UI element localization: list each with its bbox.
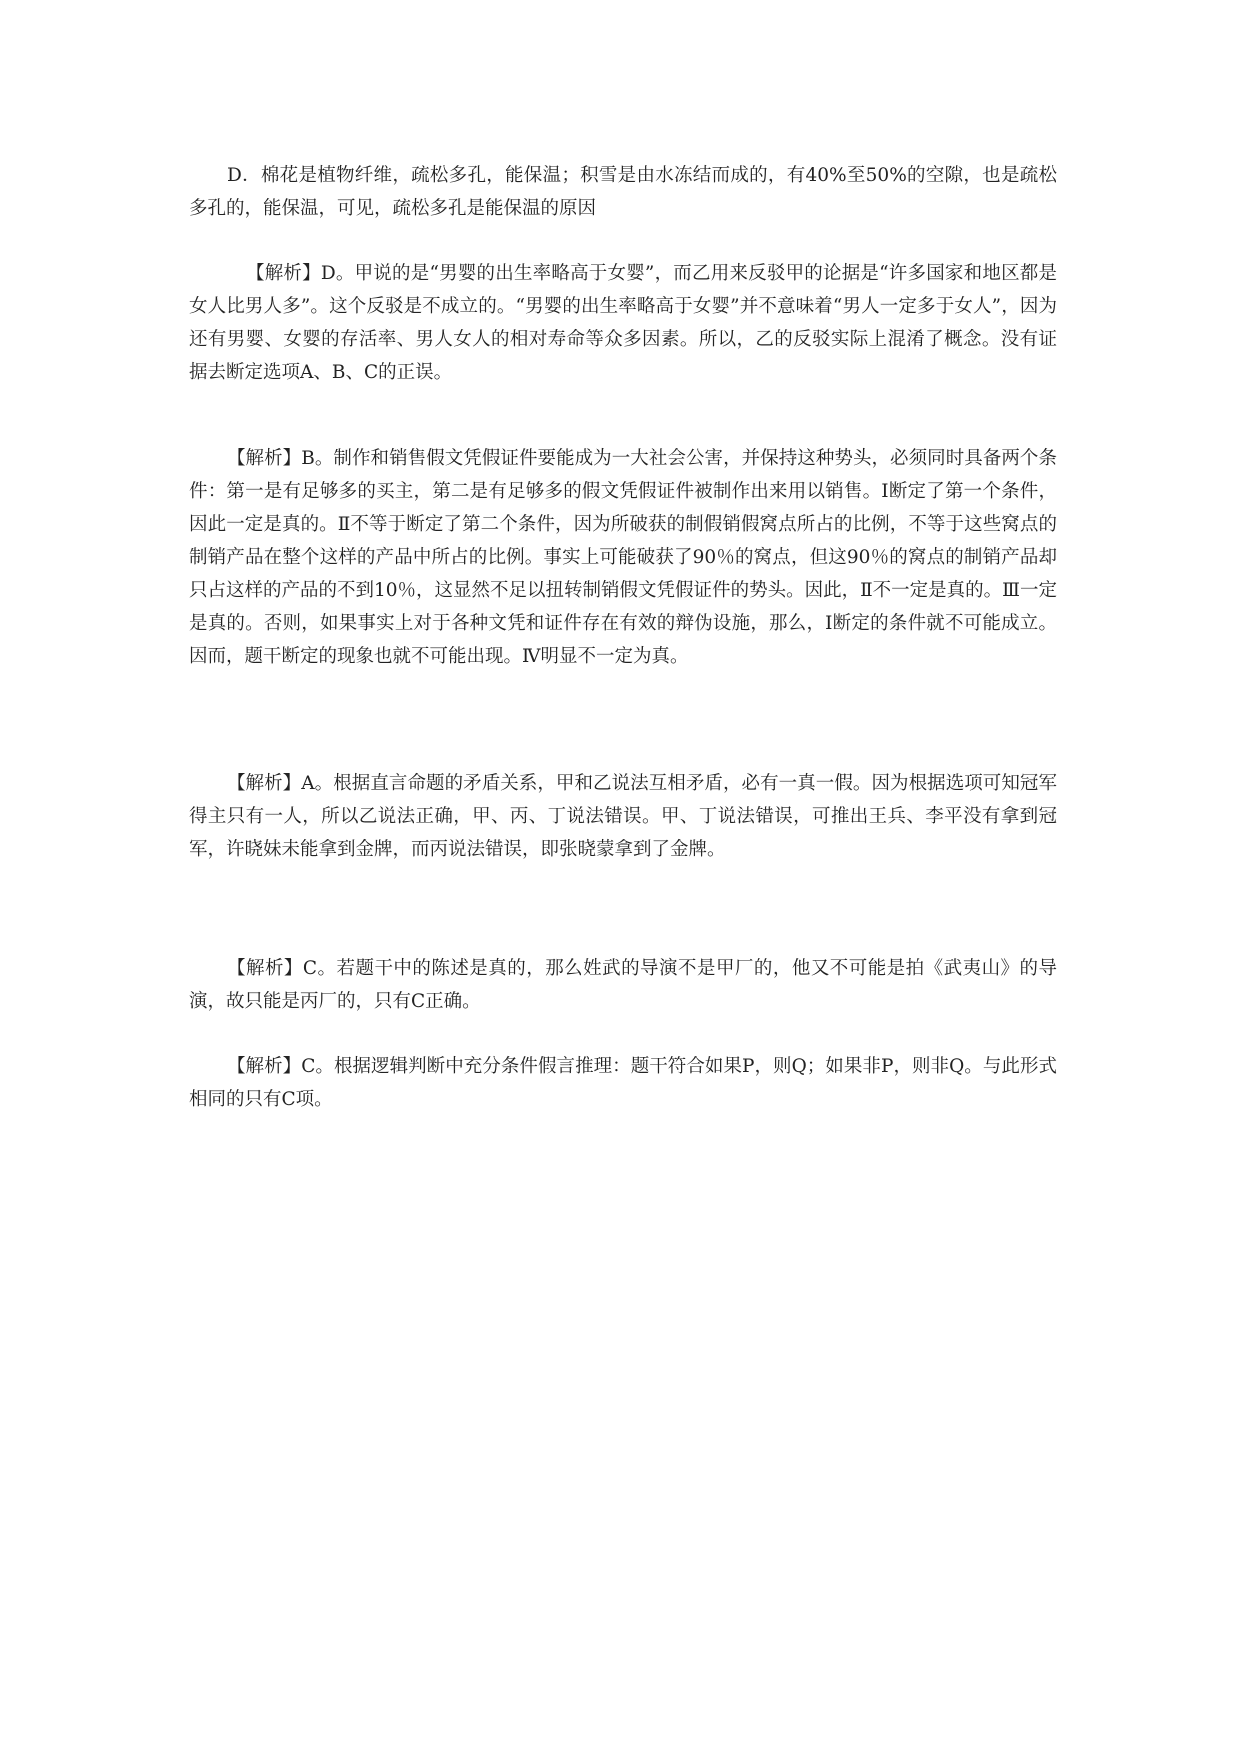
analysis-paragraph-2: 【解析】B。制作和销售假文凭假证件要能成为一大社会公害，并保持这种势头，必须同时具备两个条件：第一是有足够多的买主，第二是有足够多的假文凭假证件被制作出来用以销售。Ⅰ断定了第一个条件，因此一定是真的。Ⅱ不等于断定了第二个条件，因为所破获的制假销假窝点所占的比例，不等于这些窝点的制销产品在整个这样的产品中所占的比例。事实上可能破获了90％的窝点，但这90％的窝点的制销产品却只占这样的产品的不到10％，这显然不足以扭转制销假文凭假证件的势头。因此，Ⅱ不一定是真的。Ⅲ一定是真的。否则，如果事实上对于各种文凭和证件存在有效的辩伪设施，那么，Ⅰ断定的条件就不可能成立。因而，题干断定的现象也就不可能出现。Ⅳ明显不一定为真。: [189, 448, 1057, 667]
analysis-paragraph-1: 【解析】D。甲说的是“男婴的出生率略高于女婴”，而乙用来反驳甲的论据是“许多国家和地区都是女人比男人多”。这个反驳是不成立的。“男婴的出生率略高于女婴”并不意味着“男人一定多于女人”，因为还有男婴、女婴的存活率、男人女人的相对寿命等众多因素。所以，乙的反驳实际上混淆了概念。没有证据去断定选项A、B、C的正误。: [189, 263, 1057, 383]
analysis-paragraph-3: 【解析】A。根据直言命题的矛盾关系，甲和乙说法互相矛盾，必有一真一假。因为根据选项可知冠军得主只有一人，所以乙说法正确，甲、丙、丁说法错误。甲、丁说法错误，可推出王兵、李平没有拿到冠军，许晓妹未能拿到金牌，而丙说法错误，即张晓蒙拿到了金牌。: [189, 773, 1057, 860]
analysis-paragraph-5: 【解析】C。根据逻辑判断中充分条件假言推理：题干符合如果P，则Q；如果非P，则非Q。与此形式相同的只有C项。: [189, 1056, 1057, 1110]
analysis-paragraph-4: 【解析】C。若题干中的陈述是真的，那么姓武的导演不是甲厂的，他又不可能是拍《武夷山》的导演，故只能是丙厂的，只有C正确。: [189, 958, 1057, 1012]
option-d-paragraph: D．棉花是植物纤维，疏松多孔，能保温；积雪是由水冻结而成的，有40%至50%的空隙，也是疏松多孔的，能保温，可见，疏松多孔是能保温的原因: [189, 165, 1057, 219]
